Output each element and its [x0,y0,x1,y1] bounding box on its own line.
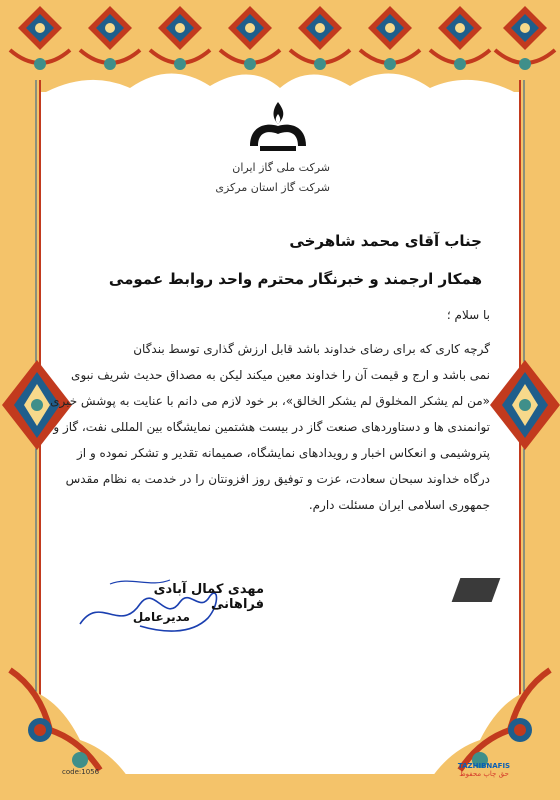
company-name-block [150,158,330,198]
body-line: «من لم یشکر المخلوق لم یشکر الخالق»، بر خود لازم می دانم با عنایت به پوشش خبری [50,394,490,408]
body-line: توانمندی ها و دستاوردهای صنعت گاز در بیست هشتمین نمایشگاه بین المللی نفت، گاز و [53,420,490,434]
publisher-brand [454,762,514,778]
bottom-right-corner-ornament [430,630,560,780]
brand-copyright: حق چاپ محفوظ [459,770,509,778]
document-code: code:1056 [62,768,100,776]
letter-body-text [50,336,490,518]
signatory-title: مدیرعامل [132,610,190,624]
greeting-text: با سلام ؛ [446,308,490,322]
recipient-title: همکار ارجمند و خبرنگار محترم واحد روابط عمومی [108,270,482,288]
body-line: پتروشیمی و انعکاس اخبار و رویدادهای نمایشگاه، صمیمانه تقدیر و تشکر نموده و از [77,446,490,460]
top-ornament-pattern [0,0,560,92]
bottom-left-corner-ornament [0,630,130,780]
body-line: درگاه خداوند سبحان سعادت، عزت و توفیق روز افزونتان را در خدمت به نظام مقدس [65,472,490,486]
company-name-line1: شرکت ملی گاز ایران [232,161,330,174]
recipient-name: جناب آقای محمد شاهرخی [289,232,482,250]
right-medallion-ornament [490,360,560,450]
national-gas-company-logo [238,96,318,156]
ornamental-top-border [0,0,560,92]
signatory-name: مهدی کمال آبادی فراهانی [153,582,264,612]
company-name-line2: شرکت گاز استان مرکزی [215,181,330,194]
body-line: جمهوری اسلامی ایران مسئلت دارم. [308,498,490,512]
body-line: نمی باشد و ارج و قیمت آن را خداوند معین میکند لیکن به مصداق حدیث شریف نبوی [71,368,490,382]
body-line: گرچه کاری که برای رضای خداوند باشد قابل ارزش گذاری توسط بندگان [133,342,490,356]
brand-name: TAZHIBNAFIS [457,762,511,770]
